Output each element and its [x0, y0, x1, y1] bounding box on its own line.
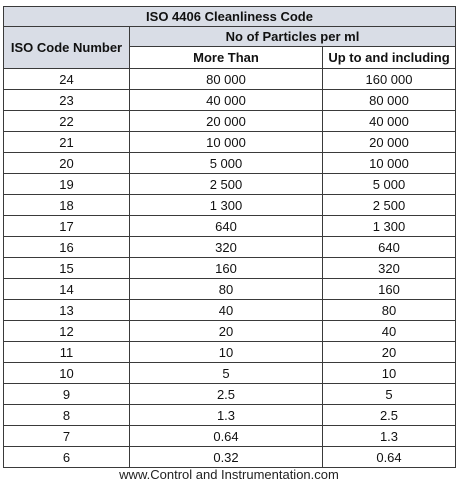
table-row: [4, 237, 456, 258]
up-to-cell: 640: [323, 237, 456, 258]
table-row: [4, 69, 456, 90]
footer-website: www.Control and Instrumentation.com: [119, 467, 339, 482]
up-to-and-including-header: Up to and including: [323, 47, 456, 69]
more-than-cell: 1 300: [130, 195, 323, 216]
iso-4406-table: [3, 6, 456, 468]
iso-code-cell: 7: [4, 426, 130, 447]
iso-code-cell: 24: [4, 69, 130, 90]
iso-code-cell: 6: [4, 447, 130, 468]
more-than-cell: 320: [130, 237, 323, 258]
more-than-cell: 160: [130, 258, 323, 279]
up-to-cell: 160 000: [323, 69, 456, 90]
table-row: [4, 132, 456, 153]
table-row: [4, 258, 456, 279]
up-to-cell: 20: [323, 342, 456, 363]
up-to-cell: 2.5: [323, 405, 456, 426]
more-than-cell: 10: [130, 342, 323, 363]
iso-code-cell: 14: [4, 279, 130, 300]
up-to-cell: 320: [323, 258, 456, 279]
iso-code-cell: 17: [4, 216, 130, 237]
up-to-cell: 40 000: [323, 111, 456, 132]
iso-code-cell: 22: [4, 111, 130, 132]
table-row: [4, 111, 456, 132]
iso-code-cell: 11: [4, 342, 130, 363]
table-row: [4, 384, 456, 405]
table-row: [4, 447, 456, 468]
table-row: [4, 342, 456, 363]
iso-code-cell: 8: [4, 405, 130, 426]
particles-per-ml-header: No of Particles per ml: [130, 27, 456, 47]
more-than-cell: 40 000: [130, 90, 323, 111]
table-row: [4, 153, 456, 174]
iso-code-cell: 20: [4, 153, 130, 174]
table-row: [4, 426, 456, 447]
up-to-cell: 80: [323, 300, 456, 321]
table-row: [4, 405, 456, 426]
up-to-cell: 1.3: [323, 426, 456, 447]
iso-code-cell: 23: [4, 90, 130, 111]
up-to-cell: 20 000: [323, 132, 456, 153]
up-to-cell: 5 000: [323, 174, 456, 195]
up-to-cell: 1 300: [323, 216, 456, 237]
more-than-cell: 2.5: [130, 384, 323, 405]
up-to-cell: 10: [323, 363, 456, 384]
more-than-cell: 10 000: [130, 132, 323, 153]
up-to-cell: 5: [323, 384, 456, 405]
iso-4406-table-container: [3, 6, 455, 468]
table-row: [4, 195, 456, 216]
table-body: [4, 69, 456, 468]
iso-code-cell: 12: [4, 321, 130, 342]
up-to-cell: 10 000: [323, 153, 456, 174]
iso-code-cell: 21: [4, 132, 130, 153]
iso-code-cell: 10: [4, 363, 130, 384]
up-to-cell: 80 000: [323, 90, 456, 111]
more-than-cell: 20 000: [130, 111, 323, 132]
table-row: [4, 321, 456, 342]
table-row: [4, 300, 456, 321]
more-than-cell: 0.32: [130, 447, 323, 468]
more-than-cell: 40: [130, 300, 323, 321]
up-to-cell: 40: [323, 321, 456, 342]
iso-code-cell: 19: [4, 174, 130, 195]
iso-code-cell: 15: [4, 258, 130, 279]
table-row: [4, 279, 456, 300]
iso-code-cell: 13: [4, 300, 130, 321]
more-than-cell: 20: [130, 321, 323, 342]
more-than-cell: 0.64: [130, 426, 323, 447]
iso-code-number-header: ISO Code Number: [4, 27, 130, 69]
table-title: ISO 4406 Cleanliness Code: [4, 7, 456, 27]
more-than-cell: 5: [130, 363, 323, 384]
more-than-cell: 640: [130, 216, 323, 237]
table-row: [4, 216, 456, 237]
up-to-cell: 2 500: [323, 195, 456, 216]
iso-code-cell: 9: [4, 384, 130, 405]
more-than-cell: 1.3: [130, 405, 323, 426]
table-row: [4, 174, 456, 195]
table-row: [4, 363, 456, 384]
iso-code-cell: 16: [4, 237, 130, 258]
iso-code-cell: 18: [4, 195, 130, 216]
up-to-cell: 160: [323, 279, 456, 300]
more-than-cell: 5 000: [130, 153, 323, 174]
up-to-cell: 0.64: [323, 447, 456, 468]
more-than-header: More Than: [130, 47, 323, 69]
more-than-cell: 80: [130, 279, 323, 300]
table-row: [4, 90, 456, 111]
more-than-cell: 2 500: [130, 174, 323, 195]
more-than-cell: 80 000: [130, 69, 323, 90]
